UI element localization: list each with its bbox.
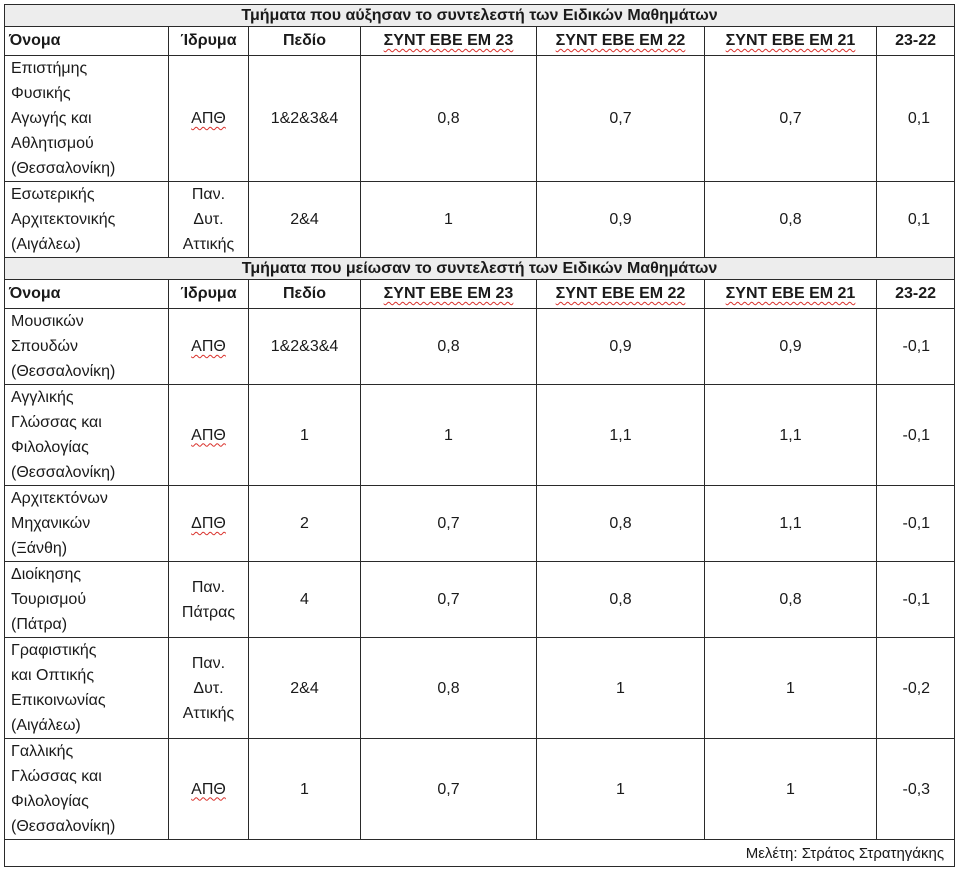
- coef-23: 0,7: [361, 562, 537, 638]
- cell-line: Παν.: [191, 186, 226, 203]
- header-diff: [877, 27, 955, 56]
- header-coef-23-label: ΣΥΝΤ ΕΒΕ ΕΜ 23: [383, 32, 514, 49]
- cell-line: Αρχιτεκτόνων: [11, 490, 108, 507]
- header-name-label: Όνομα: [9, 32, 61, 49]
- header-coef-23: [361, 280, 537, 309]
- department-name: [5, 56, 169, 182]
- header-institution: [169, 280, 249, 309]
- cell-line: και Οπτικής: [11, 667, 95, 684]
- cell-line: Φιλολογίας: [11, 793, 89, 810]
- coef-21: 0,8: [705, 182, 877, 258]
- coef-23: 0,7: [361, 739, 537, 840]
- institution: [169, 309, 249, 385]
- coef-diff: -0,2: [877, 638, 955, 739]
- header-coef-22: [537, 280, 705, 309]
- department-name: [5, 385, 169, 486]
- coef-diff: -0,1: [877, 562, 955, 638]
- institution: [169, 486, 249, 562]
- field-code: 2&4: [249, 638, 361, 739]
- table-row: [5, 739, 955, 840]
- header-coef-21-label: ΣΥΝΤ ΕΒΕ ΕΜ 21: [725, 285, 856, 302]
- coef-21: 0,8: [705, 562, 877, 638]
- cell-line: (Θεσσαλονίκη): [11, 363, 116, 380]
- coef-22: 0,8: [537, 486, 705, 562]
- institution: [169, 56, 249, 182]
- section-title: Τμήματα που μείωσαν το συντελεστή των Ειδικών Μαθημάτων: [5, 258, 955, 280]
- coef-23: 0,7: [361, 486, 537, 562]
- field-code: 4: [249, 562, 361, 638]
- header-name: [5, 27, 169, 56]
- table-row: [5, 309, 955, 385]
- field-code: 1&2&3&4: [249, 309, 361, 385]
- department-name: [5, 486, 169, 562]
- cell-line: Δυτ.: [193, 679, 224, 697]
- column-header-row: [5, 27, 955, 56]
- section-title: Τμήματα που αύξησαν το συντελεστή των Ειδικών Μαθημάτων: [5, 5, 955, 27]
- coef-diff: 0,1: [877, 182, 955, 258]
- coef-23: 1: [361, 182, 537, 258]
- cell-line: (Θεσσαλονίκη): [11, 160, 116, 177]
- cell-line: (Θεσσαλονίκη): [11, 818, 116, 835]
- header-institution-label: Ίδρυμα: [180, 32, 237, 49]
- coef-22: 0,9: [537, 309, 705, 385]
- header-diff-label: 23-22: [895, 32, 936, 49]
- coef-22: 0,7: [537, 56, 705, 182]
- cell-line: Αρχιτεκτονικής: [11, 211, 116, 228]
- department-name: [5, 638, 169, 739]
- cell-line: ΑΠΘ: [191, 110, 226, 127]
- header-field: [249, 280, 361, 309]
- coef-22: 0,9: [537, 182, 705, 258]
- cell-line: Εσωτερικής: [11, 186, 95, 203]
- column-header-row: [5, 280, 955, 309]
- table-row: [5, 486, 955, 562]
- cell-line: ΑΠΘ: [191, 426, 226, 444]
- cell-line: Αττικής: [182, 236, 235, 253]
- coef-diff: -0,1: [877, 385, 955, 486]
- coef-22: 0,8: [537, 562, 705, 638]
- cell-line: Φυσικής: [11, 85, 71, 102]
- cell-line: (Θεσσαλονίκη): [11, 464, 116, 481]
- footer-row: [5, 840, 955, 867]
- cell-line: Παν.: [191, 654, 226, 672]
- table-row: [5, 562, 955, 638]
- author-credit: Μελέτη: Στράτος Στρατηγάκης: [5, 840, 955, 867]
- coef-21: 1,1: [705, 486, 877, 562]
- header-coef-23: [361, 27, 537, 56]
- table-row: [5, 385, 955, 486]
- cell-line: Διοίκησης: [11, 566, 82, 583]
- department-name: [5, 309, 169, 385]
- coef-diff: -0,1: [877, 486, 955, 562]
- cell-line: Γραφιστικής: [11, 642, 97, 659]
- header-field: [249, 27, 361, 56]
- cell-line: Μουσικών: [11, 313, 84, 330]
- header-coef-22: [537, 27, 705, 56]
- cell-line: Αγωγής και: [11, 110, 92, 127]
- field-code: 2: [249, 486, 361, 562]
- coef-22: 1: [537, 638, 705, 739]
- coef-diff: -0,1: [877, 309, 955, 385]
- cell-line: Αττικής: [182, 704, 235, 722]
- cell-line: (Ξάνθη): [11, 540, 68, 557]
- cell-line: Πάτρας: [181, 603, 236, 621]
- coef-23: 0,8: [361, 56, 537, 182]
- table-row: [5, 56, 955, 182]
- cell-line: Γαλλικής: [11, 743, 74, 760]
- cell-line: Επικοινωνίας: [11, 692, 106, 709]
- table-row: [5, 638, 955, 739]
- section-title-row: [5, 5, 955, 27]
- coef-21: 0,7: [705, 56, 877, 182]
- field-code: 1: [249, 739, 361, 840]
- department-name: [5, 182, 169, 258]
- coef-diff: 0,1: [877, 56, 955, 182]
- institution: [169, 638, 249, 739]
- cell-line: Παν.: [191, 578, 226, 596]
- header-name: [5, 280, 169, 309]
- coef-23: 1: [361, 385, 537, 486]
- coefficients-table: [4, 4, 955, 867]
- header-coef-22-label: ΣΥΝΤ ΕΒΕ ΕΜ 22: [555, 32, 686, 49]
- coef-21: 1: [705, 739, 877, 840]
- institution: [169, 562, 249, 638]
- header-coef-21: [705, 27, 877, 56]
- header-name-label: Όνομα: [9, 285, 61, 302]
- department-name: [5, 739, 169, 840]
- header-institution: [169, 27, 249, 56]
- header-coef-21: [705, 280, 877, 309]
- coef-21: 0,9: [705, 309, 877, 385]
- cell-line: ΑΠΘ: [191, 338, 226, 355]
- coef-21: 1: [705, 638, 877, 739]
- cell-line: (Αιγάλεω): [11, 717, 81, 734]
- header-coef-23-label: ΣΥΝΤ ΕΒΕ ΕΜ 23: [383, 285, 514, 302]
- header-coef-21-label: ΣΥΝΤ ΕΒΕ ΕΜ 21: [725, 32, 856, 49]
- institution: [169, 182, 249, 258]
- coef-23: 0,8: [361, 638, 537, 739]
- field-code: 1: [249, 385, 361, 486]
- header-field-label: Πεδίο: [282, 32, 327, 49]
- coef-21: 1,1: [705, 385, 877, 486]
- coef-23: 0,8: [361, 309, 537, 385]
- institution: [169, 739, 249, 840]
- coef-22: 1: [537, 739, 705, 840]
- section-title-row: [5, 258, 955, 280]
- cell-line: (Αιγάλεω): [11, 236, 81, 253]
- header-coef-22-label: ΣΥΝΤ ΕΒΕ ΕΜ 22: [555, 285, 686, 302]
- coef-22: 1,1: [537, 385, 705, 486]
- cell-line: (Πάτρα): [11, 616, 68, 633]
- cell-line: Αθλητισμού: [11, 135, 94, 152]
- cell-line: Αγγλικής: [11, 389, 74, 406]
- cell-line: Μηχανικών: [11, 515, 91, 532]
- cell-line: Επιστήμης: [11, 60, 88, 77]
- cell-line: Φιλολογίας: [11, 439, 89, 456]
- field-code: 1&2&3&4: [249, 56, 361, 182]
- cell-line: Δυτ.: [193, 211, 224, 228]
- header-diff: [877, 280, 955, 309]
- header-field-label: Πεδίο: [282, 285, 327, 302]
- field-code: 2&4: [249, 182, 361, 258]
- header-institution-label: Ίδρυμα: [180, 285, 237, 302]
- table-row: [5, 182, 955, 258]
- cell-line: Σπουδών: [11, 338, 78, 355]
- header-diff-label: 23-22: [895, 285, 936, 302]
- cell-line: Γλώσσας και: [11, 414, 102, 431]
- institution: [169, 385, 249, 486]
- cell-line: ΑΠΘ: [191, 780, 226, 798]
- cell-line: Γλώσσας και: [11, 768, 102, 785]
- department-name: [5, 562, 169, 638]
- cell-line: ΔΠΘ: [191, 515, 226, 532]
- cell-line: Τουρισμού: [11, 591, 87, 608]
- coef-diff: -0,3: [877, 739, 955, 840]
